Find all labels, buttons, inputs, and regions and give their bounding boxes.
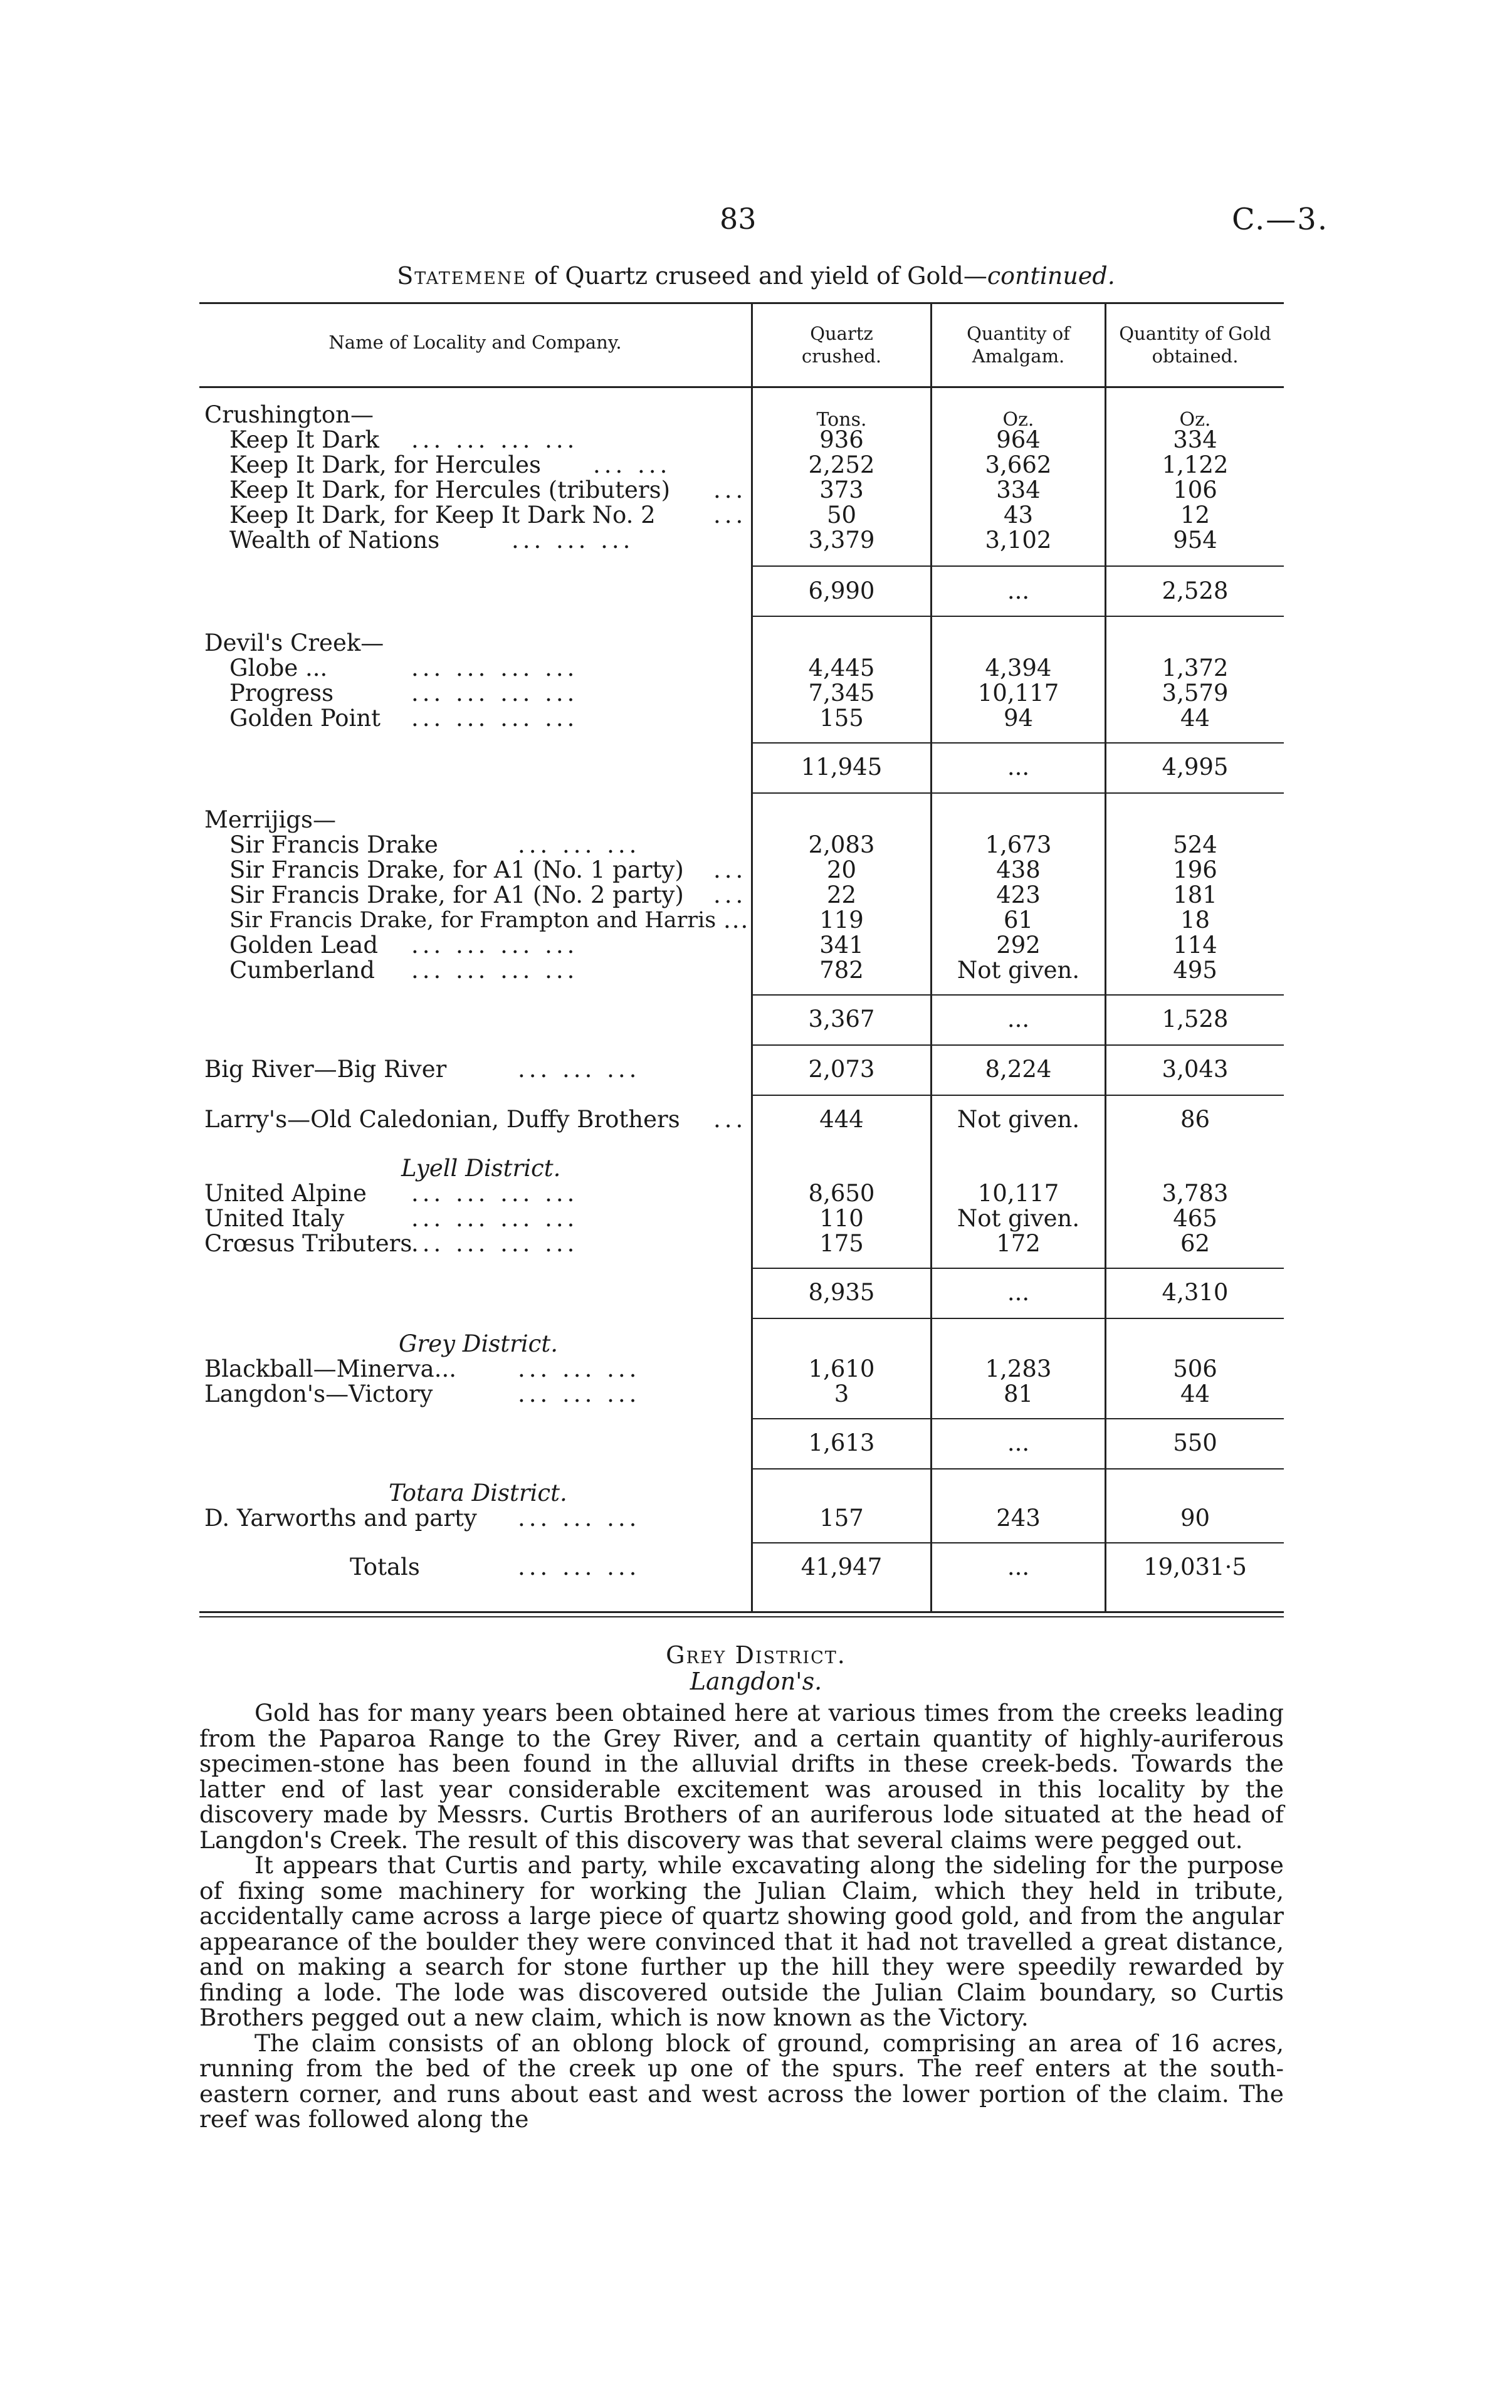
paragraph: Gold has for many years been obtained here at various times from the creeks leading from the Paparoa Range to the Grey River, and a certain quantity of highly-auriferous specimen-stone has been found in the alluvial drifts in these creek-beds. Towards the latter end of last year considerable excitement was aroused in this locality by the discovery made by Messrs. Curtis Brothers of an auriferous lode situated at the head of Langdon's Creek. The result of this discovery was that several claims were pegged out. — [199, 1699, 1284, 1854]
subtotal-rule — [751, 1095, 1284, 1096]
cell-gold: 62 — [1180, 1230, 1210, 1257]
row-name: Progress — [229, 680, 334, 707]
subtotal-amalgam: ... — [1007, 1429, 1030, 1456]
section-subtitle: Langdon's. — [690, 1668, 822, 1695]
row-name: Keep It Dark, for Hercules (tributers) — [229, 476, 670, 503]
leader-dots: ... — [713, 502, 747, 528]
cell-quartz: 20 — [826, 856, 857, 883]
cell-gold: 1,372 — [1162, 655, 1229, 681]
cell-gold: 3,783 — [1162, 1180, 1229, 1207]
column-header-gold — [1106, 322, 1284, 367]
table-bottom-rule — [199, 1611, 1284, 1613]
cell-gold: 181 — [1173, 881, 1217, 908]
body-text — [199, 1700, 1284, 2132]
row-name: Keep It Dark, for Keep It Dark No. 2 — [229, 502, 656, 528]
row-name: Sir Francis Drake — [229, 831, 438, 858]
cell-amalgam: 1,673 — [985, 831, 1052, 858]
leader-dots: ... ... ... ... — [411, 705, 579, 732]
leader-dots: ... ... ... ... — [411, 932, 579, 959]
cell-quartz: 2,083 — [808, 831, 875, 858]
leader-dots: ... ... ... — [518, 1380, 641, 1407]
row-name: Big River—Big River — [204, 1056, 447, 1083]
cell-amalgam: 1,283 — [985, 1355, 1052, 1382]
row-name: Sir Francis Drake, for A1 (No. 2 party) — [229, 881, 684, 908]
statement-title-word: Statemene — [397, 262, 527, 290]
leader-dots: ... — [713, 476, 747, 503]
leader-dots: ... ... ... ... — [411, 680, 579, 707]
cell-gold: 90 — [1180, 1505, 1210, 1532]
grey-district-heading: Grey District. — [399, 1330, 559, 1357]
cell-amalgam: 4,394 — [985, 655, 1052, 681]
cell-quartz: 22 — [826, 881, 857, 908]
cell-gold: 106 — [1173, 476, 1217, 503]
subtotal-quartz: 11,945 — [801, 754, 883, 781]
subtotal-quartz: 1,613 — [808, 1429, 875, 1456]
cell-gold: 18 — [1180, 907, 1210, 933]
cell-gold: 86 — [1180, 1106, 1210, 1133]
subtotal-amalgam: ... — [1007, 1279, 1030, 1306]
cell-gold: 465 — [1173, 1205, 1217, 1232]
cell-quartz: 1,610 — [808, 1355, 875, 1382]
subtotal-rule — [751, 1044, 1284, 1046]
subtotal-rule — [751, 994, 1284, 996]
cell-quartz: 4,445 — [808, 655, 875, 681]
cell-quartz: 3 — [834, 1380, 849, 1407]
cell-quartz: 110 — [819, 1205, 864, 1232]
cell-gold: 506 — [1173, 1355, 1217, 1382]
cell-quartz: 7,345 — [808, 680, 875, 707]
leader-dots: ... ... ... — [518, 831, 641, 858]
cell-amalgam: 81 — [1003, 1380, 1034, 1407]
cell-amalgam: 292 — [996, 932, 1041, 959]
document-reference: C.—3. — [1232, 202, 1329, 237]
cell-quartz: 8,650 — [808, 1180, 875, 1207]
column-header-quartz — [753, 322, 930, 367]
cell-quartz: 175 — [819, 1230, 864, 1257]
leader-dots: ... ... ... ... — [411, 1205, 579, 1232]
leader-dots: ... ... ... ... — [411, 1230, 579, 1257]
subtotal-gold: 550 — [1173, 1429, 1217, 1456]
row-name: Langdon's—Victory — [204, 1380, 433, 1407]
subtotal-gold: 4,995 — [1162, 754, 1229, 781]
cell-gold: 954 — [1173, 527, 1217, 554]
leader-dots: ... — [723, 907, 750, 933]
crushington-heading: Crushington— — [204, 401, 374, 428]
row-name: Larry's—Old Caledonian, Duffy Brothers — [204, 1106, 680, 1133]
leader-dots: ... ... ... ... — [411, 957, 579, 984]
total-amalgam: ... — [1007, 1554, 1030, 1580]
column-header-gold-line1: Quantity of Gold — [1119, 323, 1271, 344]
cell-gold: 334 — [1173, 426, 1217, 453]
cell-gold: 114 — [1173, 932, 1217, 959]
cell-quartz: 341 — [819, 932, 864, 959]
statement-title-rest: of Quartz cruseed and yield of Gold— — [534, 262, 987, 290]
row-name: Blackball—Minerva... — [204, 1355, 457, 1382]
cell-amalgam: 94 — [1003, 705, 1034, 732]
cell-quartz: 3,379 — [808, 527, 875, 554]
cell-quartz: 444 — [819, 1106, 864, 1133]
row-name: Golden Lead — [229, 932, 379, 959]
paragraph: The claim consists of an oblong block of ground, comprising an area of 16 acres, running from the bed of the creek up one of the spurs. The reef enters at the south-eastern corner, and runs about east and west across the lower portion of the claim. The reef was followed along the — [199, 2029, 1284, 2133]
cell-amalgam: 964 — [996, 426, 1041, 453]
row-name: Keep It Dark, for Hercules — [229, 451, 542, 478]
subtotal-rule — [751, 565, 1284, 567]
totara-district-heading: Totara District. — [389, 1480, 567, 1506]
leader-dots: ... — [713, 881, 747, 908]
totals-label: Totals — [350, 1554, 420, 1580]
cell-quartz: 2,073 — [808, 1056, 875, 1083]
statement-title-continued: continued. — [987, 262, 1115, 290]
leader-dots: ... ... ... — [518, 1056, 641, 1083]
devils-creek-heading: Devil's Creek— — [204, 629, 384, 656]
cell-amalgam: 43 — [1003, 502, 1034, 528]
column-header-amalgam — [932, 322, 1105, 367]
column-header-name: Name of Locality and Company. — [328, 332, 622, 353]
subtotal-rule — [751, 742, 1284, 744]
cell-amalgam: 423 — [996, 881, 1041, 908]
cell-amalgam: 334 — [996, 476, 1041, 503]
cell-gold: 495 — [1173, 957, 1217, 984]
leader-dots: ... — [713, 1106, 747, 1133]
total-quartz: 41,947 — [801, 1554, 883, 1580]
subtotal-rule — [751, 1542, 1284, 1543]
leader-dots: ... ... ... ... — [411, 1180, 579, 1207]
cell-amalgam: 10,117 — [977, 680, 1059, 707]
column-header-amalgam-line2: Amalgam. — [972, 345, 1065, 367]
cell-quartz: 373 — [819, 476, 864, 503]
cell-gold: 3,043 — [1162, 1056, 1229, 1083]
row-name: Cumberland — [229, 957, 375, 984]
leader-dots: ... — [713, 856, 747, 883]
cell-gold: 12 — [1180, 502, 1210, 528]
subtotal-gold: 1,528 — [1162, 1006, 1229, 1033]
column-header-quartz-line2: crushed. — [801, 345, 882, 367]
page-number: 83 — [720, 202, 757, 236]
cell-amalgam: 3,102 — [985, 527, 1052, 554]
leader-dots: ... ... ... ... — [411, 426, 579, 453]
row-name: Crœsus Tributers — [204, 1230, 412, 1257]
leader-dots: ... ... ... ... — [411, 655, 579, 681]
row-name: Globe ... — [229, 655, 328, 681]
subtotal-rule — [751, 1418, 1284, 1419]
column-header-quartz-line1: Quartz — [810, 323, 873, 344]
cell-amalgam: 438 — [996, 856, 1041, 883]
cell-gold: 3,579 — [1162, 680, 1229, 707]
cell-gold: 44 — [1180, 705, 1210, 732]
cell-quartz: 50 — [826, 502, 857, 528]
cell-gold: 44 — [1180, 1380, 1210, 1407]
row-name: United Italy — [204, 1205, 345, 1232]
table-header-rule — [199, 386, 1284, 388]
subtotal-quartz: 3,367 — [808, 1006, 875, 1033]
cell-amalgam: 10,117 — [977, 1180, 1059, 1207]
cell-amalgam: 61 — [1003, 907, 1034, 933]
subtotal-quartz: 6,990 — [808, 577, 875, 604]
cell-quartz: 2,252 — [808, 451, 875, 478]
unit-amalgam: Oz. — [1002, 409, 1034, 431]
statement-title — [0, 262, 1512, 290]
row-name: Golden Point — [229, 705, 381, 732]
cell-amalgam: 172 — [996, 1230, 1041, 1257]
cell-quartz: 155 — [819, 705, 864, 732]
cell-amalgam: 8,224 — [985, 1056, 1052, 1083]
row-name: Keep It Dark — [229, 426, 379, 453]
subtotal-rule — [751, 616, 1284, 617]
subtotal-rule — [751, 792, 1284, 794]
leader-dots: ... ... ... — [518, 1505, 641, 1532]
cell-quartz: 119 — [819, 907, 864, 933]
column-header-gold-line2: obtained. — [1152, 345, 1239, 367]
cell-amalgam: 3,662 — [985, 451, 1052, 478]
row-name: United Alpine — [204, 1180, 367, 1207]
cell-amalgam: Not given. — [957, 957, 1080, 984]
cell-gold: 524 — [1173, 831, 1217, 858]
row-name: Wealth of Nations — [229, 527, 440, 554]
paragraph: It appears that Curtis and party, while excavating along the sideling for the purpose of fixing some machinery for working the Julian Claim, which they held in tribute, accidentally came across a large piece of quartz showing good gold, and from the angular appearance of the boulder they were convinced that it had not travelled a great distance, and on making a search for stone further up the hill they were speedily rewarded by finding a lode. The lode was discovered outside the Julian Claim boundary, so Curtis Brothers pegged out a new claim, which is now known as the Victory. — [199, 1851, 1284, 2031]
row-name: D. Yarworths and party — [204, 1505, 477, 1532]
section-title: Grey District. — [666, 1641, 846, 1669]
leader-dots: ... ... — [593, 451, 671, 478]
table-top-rule — [199, 302, 1284, 304]
cell-amalgam: Not given. — [957, 1106, 1080, 1133]
subtotal-rule — [751, 1468, 1284, 1470]
leader-dots: ... ... ... — [512, 527, 634, 554]
subtotal-amalgam: ... — [1007, 754, 1030, 781]
table-bottom-rule-double — [199, 1616, 1284, 1617]
cell-amalgam: 243 — [996, 1505, 1041, 1532]
cell-quartz: 782 — [819, 957, 864, 984]
lyell-district-heading: Lyell District. — [401, 1155, 561, 1182]
subtotal-rule — [751, 1318, 1284, 1319]
leader-dots: ... ... ... — [518, 1554, 641, 1580]
row-name: Sir Francis Drake, for Frampton and Harris — [229, 908, 717, 933]
subtotal-quartz: 8,935 — [808, 1279, 875, 1306]
total-gold: 19,031·5 — [1143, 1554, 1247, 1580]
row-name: Sir Francis Drake, for A1 (No. 1 party) — [229, 856, 684, 883]
cell-quartz: 157 — [819, 1505, 864, 1532]
cell-gold: 1,122 — [1162, 451, 1229, 478]
subtotal-rule — [751, 1268, 1284, 1269]
leader-dots: ... ... ... — [518, 1355, 641, 1382]
unit-quartz: Tons. — [816, 409, 867, 431]
merrijigs-heading: Merrijigs— — [204, 806, 336, 833]
subtotal-amalgam: ... — [1007, 1006, 1030, 1033]
cell-amalgam: Not given. — [957, 1205, 1080, 1232]
subtotal-amalgam: ... — [1007, 577, 1030, 604]
subtotal-gold: 4,310 — [1162, 1279, 1229, 1306]
cell-quartz: 936 — [819, 426, 864, 453]
subtotal-gold: 2,528 — [1162, 577, 1229, 604]
unit-gold: Oz. — [1179, 409, 1211, 431]
column-header-amalgam-line1: Quantity of — [967, 323, 1070, 344]
cell-gold: 196 — [1173, 856, 1217, 883]
